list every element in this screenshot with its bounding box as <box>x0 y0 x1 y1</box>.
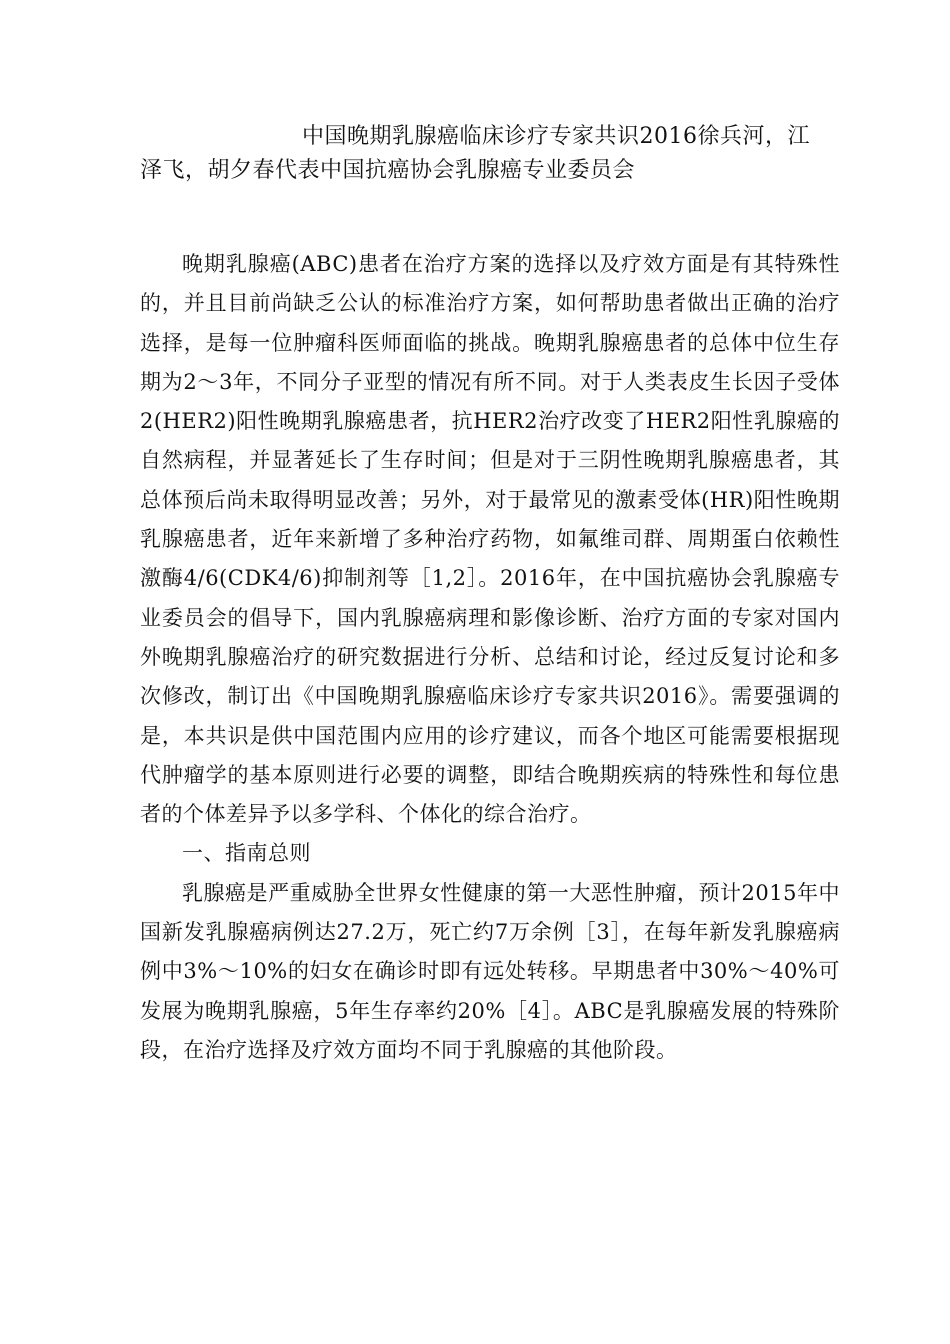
document-body <box>140 245 840 1070</box>
section-heading: 一、指南总则 <box>182 841 311 866</box>
section-paragraph: 乳腺癌是严重威胁全世界女性健康的第一大恶性肿瘤，预计2015年中国新发乳腺癌病例达27.2万，死亡约7万余例［3］，在每年新发乳腺癌病例中3%～10%的妇女在确诊时即有远处转移。早期患者中30%～40%可发展为晚期乳腺癌，5年生存率约20%［4］。ABC是乳腺癌发展的特殊阶段，在治疗选择及疗效方面均不同于乳腺癌的其他阶段。 <box>140 880 840 1062</box>
document-title: 中国晚期乳腺癌临床诊疗专家共识2016徐兵河，江泽飞，胡夕春代表中国抗癌协会乳腺癌专业委员会 <box>140 124 810 183</box>
intro-paragraph: 晚期乳腺癌(ABC)患者在治疗方案的选择以及疗效方面是有其特殊性的，并且目前尚缺乏公认的标准治疗方案，如何帮助患者做出正确的治疗选择，是每一位肿瘤科医师面临的挑战。晚期乳腺癌患者的总体中位生存期为2～3年，不同分子亚型的情况有所不同。对于人类表皮生长因子受体2(HER2)阳性晚期乳腺癌患者，抗HER2治疗改变了HER2阳性乳腺癌的自然病程，并显著延长了生存时间；但是对于三阴性晚期乳腺癌患者，其总体预后尚未取得明显改善；另外，对于最常见的激素受体(HR)阳性晚期乳腺癌患者，近年来新增了多种治疗药物，如氟维司群、周期蛋白依赖性激酶4/6(CDK4/6)抑制剂等［1,2］。2016年，在中国抗癌协会乳腺癌专业委员会的倡导下，国内乳腺癌病理和影像诊断、治疗方面的专家对国内外晚期乳腺癌治疗的研究数据进行分析、总结和讨论，经过反复讨论和多次修改，制订出《中国晚期乳腺癌临床诊疗专家共识2016》。需要强调的是，本共识是供中国范围内应用的诊疗建议，而各个地区可能需要根据现代肿瘤学的基本原则进行必要的调整，即结合晚期疾病的特殊性和每位患者的个体差异予以多学科、个体化的综合治疗。 <box>140 252 840 827</box>
